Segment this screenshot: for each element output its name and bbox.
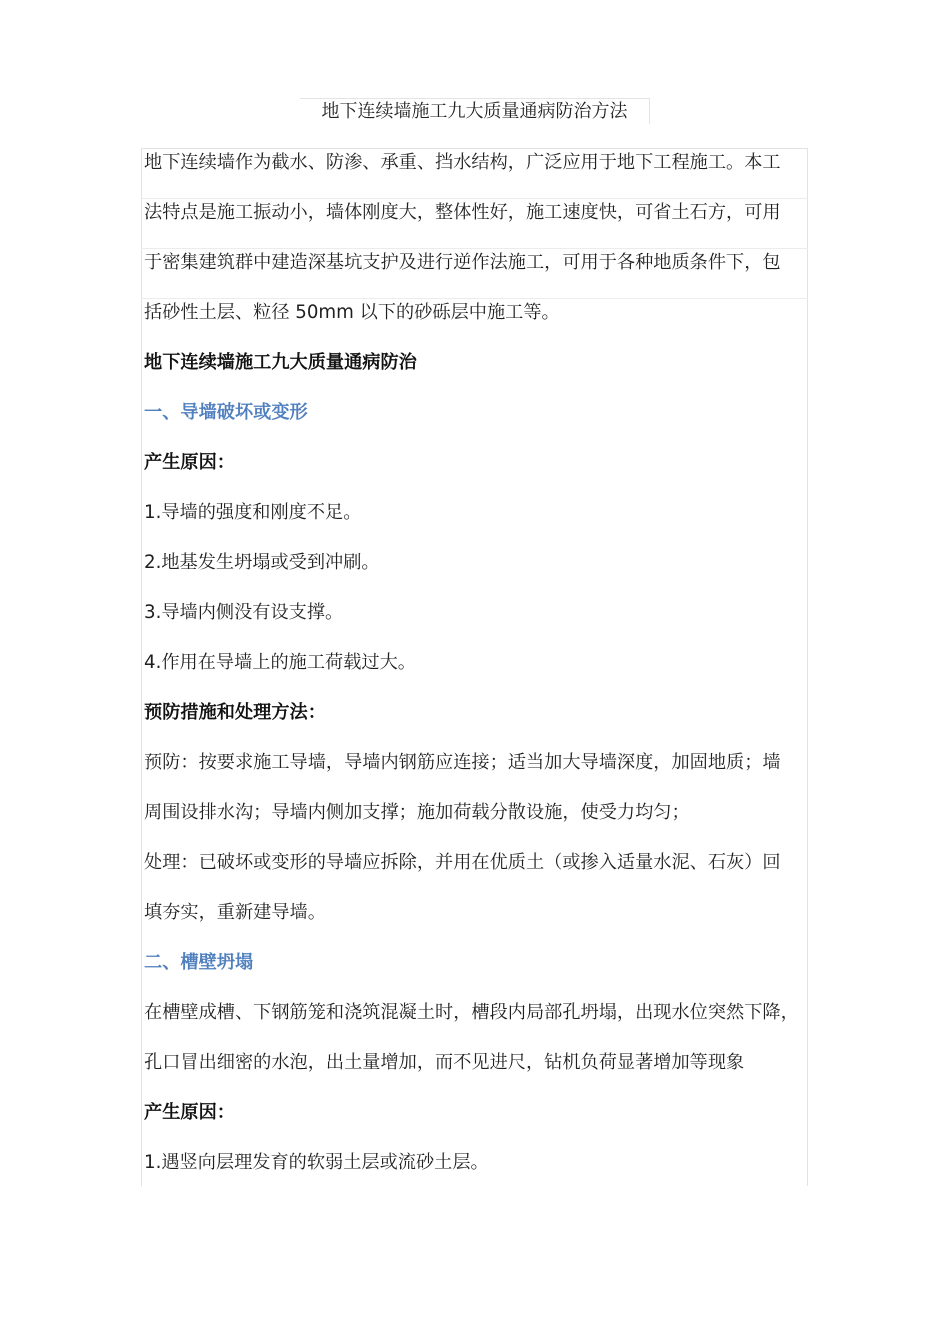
measures-heading: 预防措施和处理方法： [144, 702, 326, 723]
list-item: 1.遇竖向层理发育的软弱土层或流砂土层。 [144, 1152, 489, 1173]
paragraph-line: 预防：按要求施工导墙，导墙内钢筋应连接；适当加大导墙深度，加固地质；墙 [144, 752, 781, 773]
paragraph-line: 法特点是施工振动小，墙体刚度大，整体性好，施工速度快，可省土石方，可用 [144, 202, 781, 223]
subsection-heading: 二、槽壁坍塌 [144, 952, 254, 973]
document-title: 地下连续墙施工九大质量通病防治方法 [300, 98, 650, 124]
list-item: 1.导墙的强度和刚度不足。 [144, 502, 362, 523]
paragraph-line: 括砂性土层、粒径 50mm 以下的砂砾层中施工等。 [144, 302, 560, 323]
subsection-heading: 一、导墙破坏或变形 [144, 402, 308, 423]
paragraph-line: 地下连续墙作为截水、防渗、承重、挡水结构，广泛应用于地下工程施工。本工 [144, 152, 781, 173]
paragraph-line: 处理：已破坏或变形的导墙应拆除，并用在优质土（或掺入适量水泥、石灰）回 [144, 852, 781, 873]
cause-heading: 产生原因： [144, 1102, 235, 1123]
paragraph-line: 孔口冒出细密的水泡，出土量增加，而不见进尺，钻机负荷显著增加等现象 [144, 1052, 745, 1073]
cause-heading: 产生原因： [144, 452, 235, 473]
list-item: 2.地基发生坍塌或受到冲刷。 [144, 552, 380, 573]
list-item: 3.导墙内侧没有设支撑。 [144, 602, 344, 623]
paragraph-line: 在槽壁成槽、下钢筋笼和浇筑混凝土时，槽段内局部孔坍塌，出现水位突然下降， [144, 1002, 799, 1023]
list-item: 4.作用在导墙上的施工荷载过大。 [144, 652, 416, 673]
section-heading: 地下连续墙施工九大质量通病防治 [144, 352, 417, 373]
paragraph-line: 周围设排水沟；导墙内侧加支撑；施加荷载分散设施，使受力均匀； [144, 802, 690, 823]
paragraph-line: 填夯实，重新建导墙。 [144, 902, 326, 923]
paragraph-line: 于密集建筑群中建造深基坑支护及进行逆作法施工，可用于各种地质条件下，包 [144, 252, 781, 273]
